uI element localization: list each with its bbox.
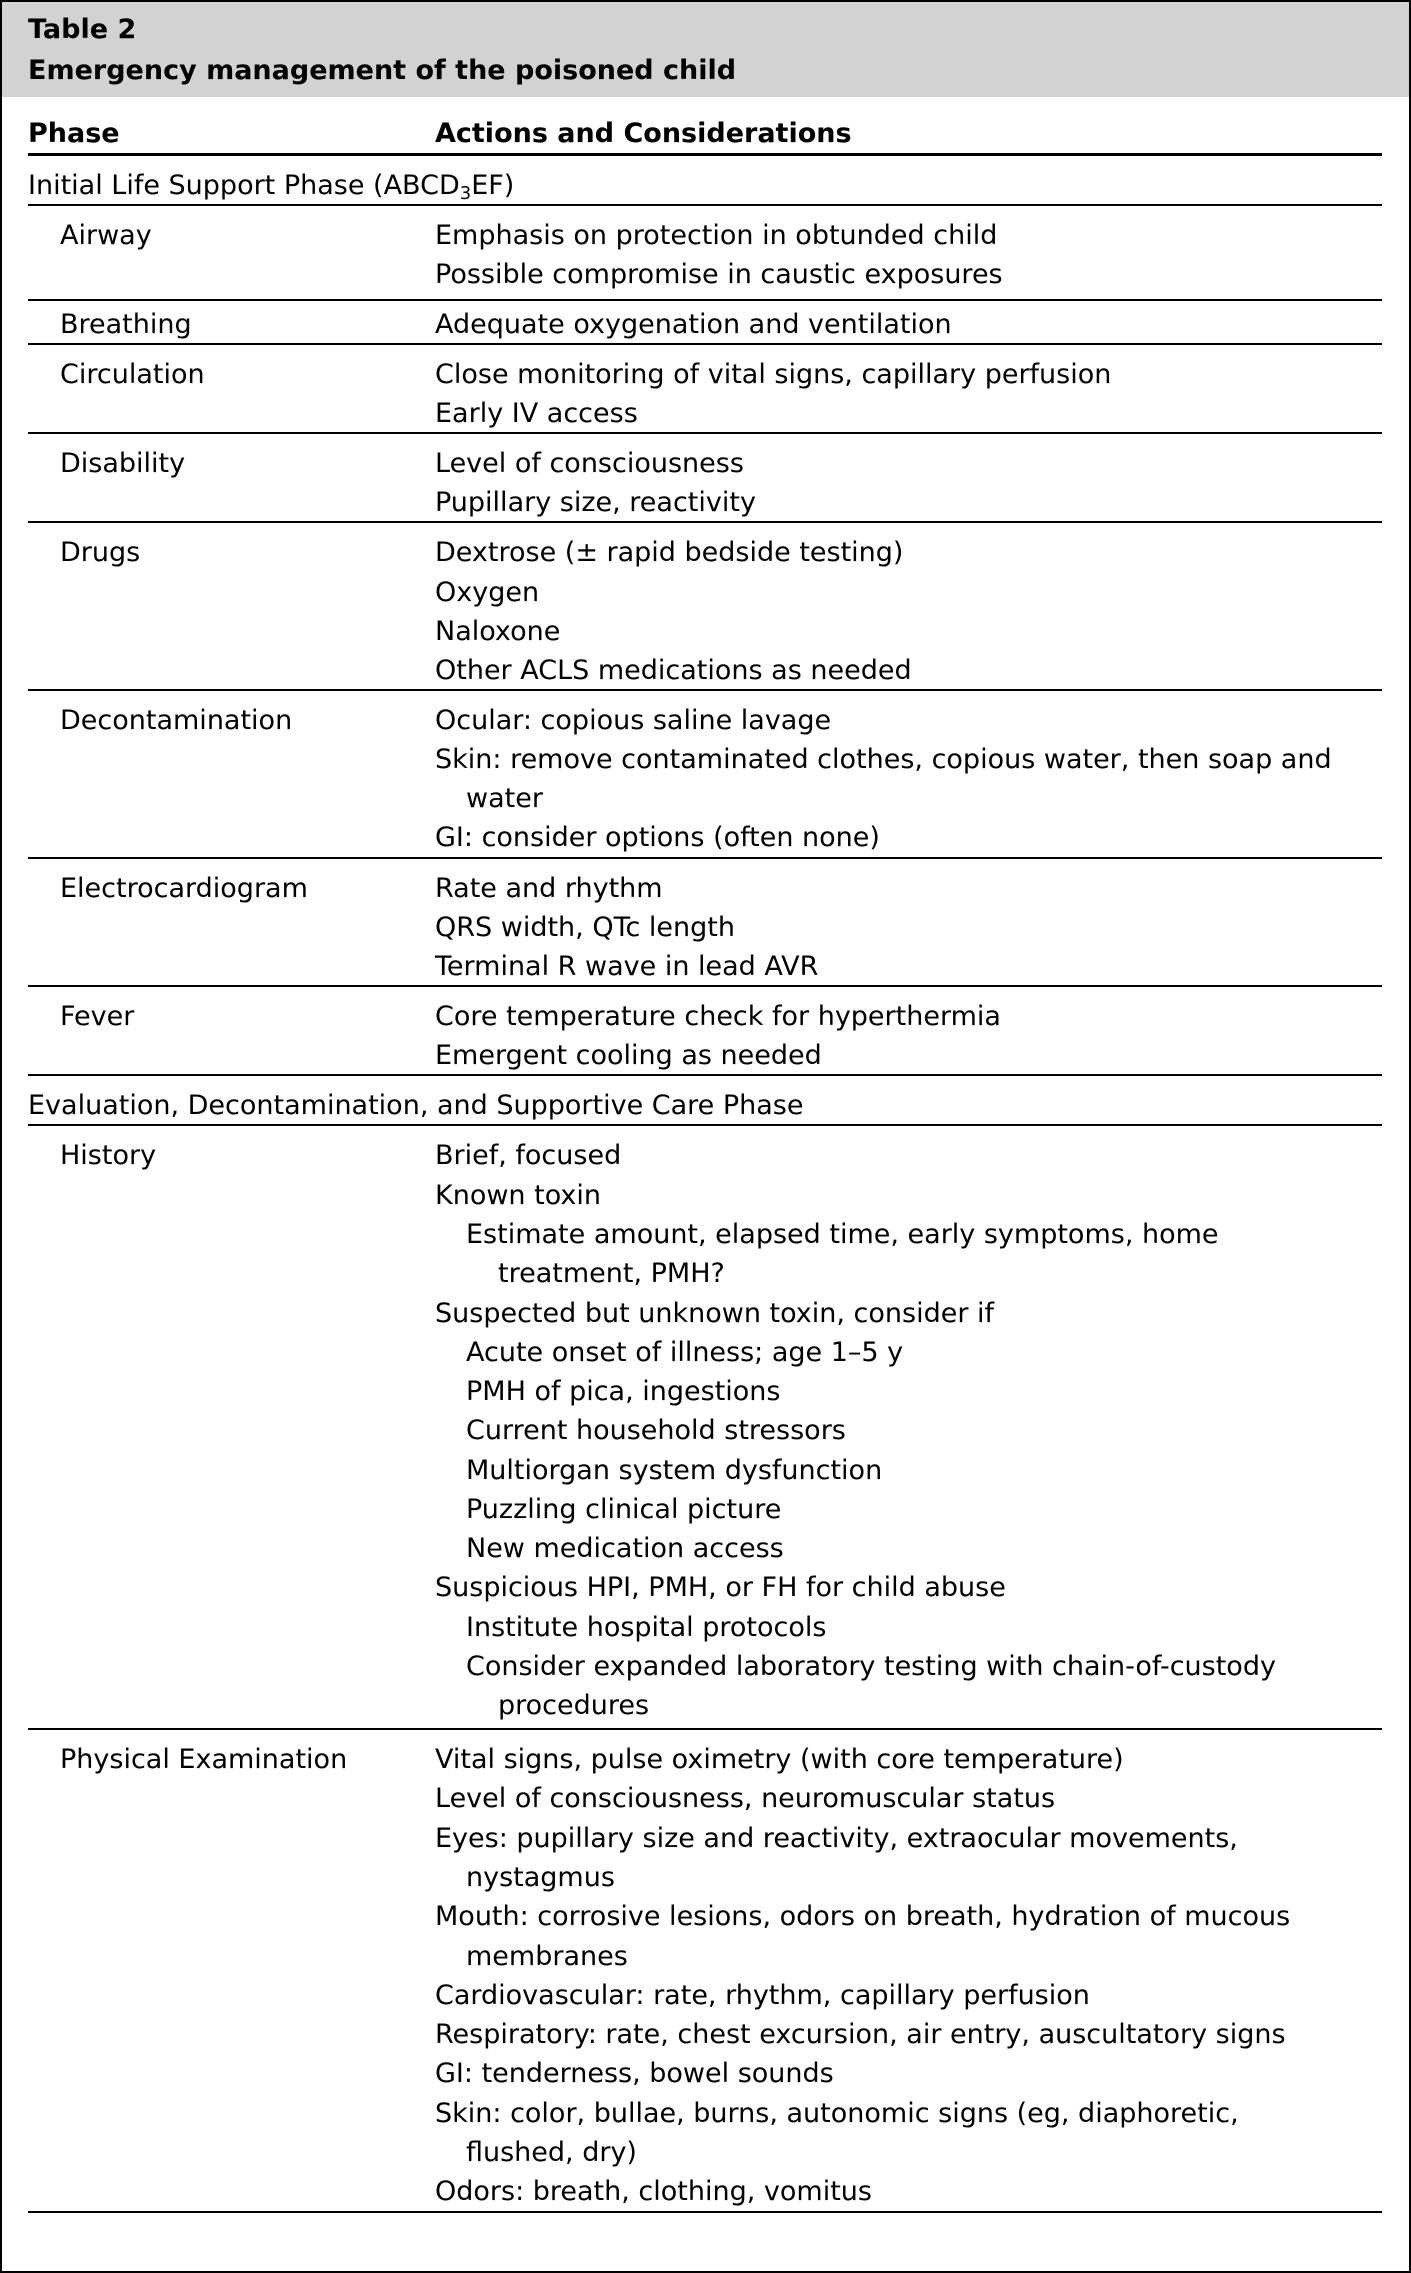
action-subline: PMH of pica, ingestions [466,1376,781,1407]
action-line: Core temperature check for hyperthermia [435,1001,1001,1032]
phase-decontamination: Decontamination [60,705,293,736]
action-line: Dextrose (± rapid bedside testing) [435,537,904,568]
action-line-continued: flushed, dry) [466,2137,637,2168]
action-line: Vital signs, pulse oximetry (with core temperature) [435,1744,1124,1775]
row-rule [28,521,1382,523]
action-line: GI: consider options (often none) [435,822,880,853]
row-rule [28,857,1382,859]
header-rule [28,153,1382,156]
action-subline: Current household stressors [466,1415,846,1446]
action-line: Adequate oxygenation and ventilation [435,309,952,340]
column-header-actions: Actions and Considerations [435,118,852,149]
action-line: Naloxone [435,616,561,647]
action-line: Early IV access [435,398,638,429]
row-rule [28,1728,1382,1730]
action-line: Odors: breath, clothing, vomitus [435,2176,872,2207]
action-line: Level of consciousness [435,448,744,479]
action-line: Terminal R wave in lead AVR [435,951,819,982]
action-line-continued: water [466,783,543,814]
action-line: Mouth: corrosive lesions, odors on breath, hydration of mucous [435,1901,1291,1932]
action-line: Known toxin [435,1180,601,1211]
row-rule [28,432,1382,434]
row-rule [28,299,1382,301]
table-bottom-rule [28,2211,1382,2213]
action-line: Skin: remove contaminated clothes, copious water, then soap and [435,744,1332,775]
phase-physical-examination: Physical Examination [60,1744,348,1775]
phase-drugs: Drugs [60,537,141,568]
action-line: Close monitoring of vital signs, capillary perfusion [435,359,1112,390]
section-rule [28,204,1382,206]
action-line: Suspected but unknown toxin, consider if [435,1298,995,1329]
section-title: Initial Life Support Phase $(ABCD_3EF)$ [28,170,515,204]
action-subline: Multiorgan system dysfunction [466,1455,883,1486]
action-line: Possible compromise in caustic exposures [435,259,1003,290]
action-subline: Consider expanded laboratory testing with chain-of-custody [466,1651,1276,1682]
action-line: Pupillary size, reactivity [435,487,756,518]
action-subline: Puzzling clinical picture [466,1494,782,1525]
action-line-continued: membranes [466,1941,628,1972]
action-line: Level of consciousness, neuromuscular status [435,1783,1056,1814]
action-line: Eyes: pupillary size and reactivity, extraocular movements, [435,1823,1238,1854]
phase-breathing: Breathing [60,309,192,340]
action-line: QRS width, QTc length [435,912,735,943]
action-subline: Institute hospital protocols [466,1612,827,1643]
table-header [2,2,1409,97]
action-subline: Estimate amount, elapsed time, early symptoms, home [466,1219,1219,1250]
phase-disability: Disability [60,448,186,479]
action-line: Suspicious HPI, PMH, or FH for child abuse [435,1572,1006,1603]
action-subline: New medication access [466,1533,784,1564]
action-line: GI: tenderness, bowel sounds [435,2058,834,2089]
row-rule [28,343,1382,345]
action-line: Rate and rhythm [435,873,663,904]
action-line: Emphasis on protection in obtunded child [435,220,998,251]
action-line: Brief, focused [435,1140,622,1171]
action-line: Other ACLS medications as needed [435,655,912,686]
action-subline-continued: treatment, PMH? [498,1258,725,1289]
section-rule [28,1074,1382,1076]
phase-circulation: Circulation [60,359,205,390]
row-rule [28,985,1382,987]
table-label: Table 2 [28,14,137,45]
action-line: Cardiovascular: rate, rhythm, capillary perfusion [435,1980,1090,2011]
phase-airway: Airway [60,220,152,251]
phase-history: History [60,1140,157,1171]
row-rule [28,689,1382,691]
section-rule [28,1124,1382,1126]
section-title: Evaluation, Decontamination, and Supportive Care Phase [28,1090,804,1121]
action-subline-continued: procedures [498,1690,650,1721]
column-header-phase: Phase [28,118,120,149]
table-title: Emergency management of the poisoned child [28,55,737,86]
action-subline: Acute onset of illness; age 1–5 y [466,1337,904,1368]
phase-fever: Fever [60,1001,135,1032]
action-line: Emergent cooling as needed [435,1040,822,1071]
action-line: Oxygen [435,577,540,608]
action-line-continued: nystagmus [466,1862,615,1893]
action-line: Respiratory: rate, chest excursion, air entry, auscultatory signs [435,2019,1286,2050]
action-line: Ocular: copious saline lavage [435,705,832,736]
phase-electrocardiogram: Electrocardiogram [60,873,308,904]
action-line: Skin: color, bullae, burns, autonomic signs (eg, diaphoretic, [435,2098,1239,2129]
